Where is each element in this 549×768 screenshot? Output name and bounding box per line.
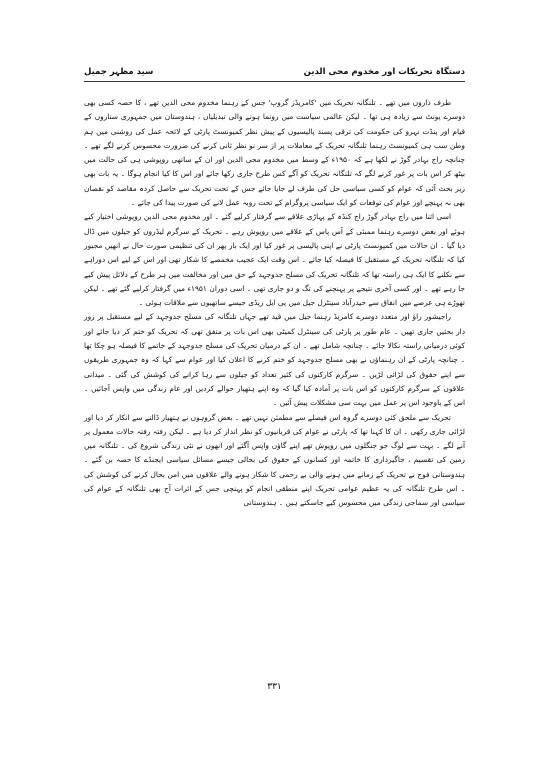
header-author: سید مظہر جمیل	[84, 66, 154, 77]
paragraph-3: راجیشور راؤ اور متعدد دوسرے کامریڈ رہنما جیل میں قید تھے جہاں تلنگانہ کی مسلح جدوجہد کے لیے مستقبل پر زور دار بحثیں جاری تھیں ۔ عام طور پر پارٹی کی سینٹرل کمیٹی بھی اس بات پر متفق تھی کہ تحریک کو ختم کر دیا جائے اور کوئی درمیانی راستہ نکالا جائے ۔ چنانچہ شامل تھے ۔ ان کے درمیان تحریک کی مسلح جدوجہد کے خاتمے کا فیصلہ ہو چکا تھا ۔ چنانچہ پارٹی کے ان رہنماؤں نے بھی مسلح جدوجہد کو ختم کرنے کا اعلان کیا اور عوام سے کہا کہ وہ جمہوری طریقوں سے اپنے حقوق کی لڑائی لڑیں ۔ سرگرم کارکنوں کی کثیر تعداد کو جیلوں سے رہا کرانے کی کوشش کی گئی ۔ میدانی علاقوں کے سرگرم کارکنوں کو اس بات پر آمادہ کیا گیا کہ وہ اپنے ہتھیار حوالے کردیں اور عام زندگی میں واپس آجائیں ۔ اس کے باوجود اس پر عمل میں بہت سی مشکلات پیش آئیں ۔	[84, 312, 465, 408]
header-rule	[84, 81, 465, 82]
body-text	[84, 96, 465, 511]
paragraph-1: طرف داروں میں تھے ۔ تلنگانہ تحریک میں 'کامریڈز گروپ' جس کے رہنما مخدوم محی الدین تھے ، کا حصہ کسی بھی دوسرے یونٹ سے زیادہ ہی تھا ۔ لیکن عالمی سیاست میں رونما ہونے والی تبدیلیاں ، ہندوستان میں جمہوری ستاروں کے قیام اور پنڈت نہرو کی حکومت کی ترقی پسند پالیسیوں کے پیش نظر کمیونسٹ پارٹی کے لائحہ عمل کی روشنی میں ہم وطن سب ہی کمیونسٹ رہنما تلنگانہ تحریک کے معاملات پر از سر نو نظر ثانی کرنے کی ضرورت محسوس کرنے لگے تھے ۔ چنانچہ راج بہادر گوڑ نے لکھا ہے کہ ۱۹۵۰ء کے وسط میں مخدوم محی الدین اور ان کے ساتھی روپوشی ہی کی حالت میں بیٹھ کر اس بات پر غور کرنے لگے کہ تلنگانہ تحریک کو آگے کس طرح جاری رکھا جائے اور اس کا کیا انجام ہوگا ۔ یہ بات بھی زیر بحث آئی کہ عوام کو کسی سیاسی حل کی طرف لے جایا جائے جس کے تحت تحریک سے حاصل کردہ مقاصد کو نقصان بھی نہ پہنچے اور عوام کی توقعات کو ایک سیاسی پروگرام کے تحت روبہ عمل لانے کی صورت پیدا کی جائے ۔	[84, 98, 465, 208]
header-title: دستگاہ تحریکات اور مخدوم محی الدین	[303, 66, 465, 77]
paragraph-4: تحریک سے ملحق کئی دوسرے گروہ اس فیصلے سے مطمئن نہیں تھے ۔ بعض گروہوں نے ہتھیار ڈالنے سے انکار کر دیا اور لڑائی جاری رکھی ۔ ان کا کہنا تھا کہ پارٹی نے عوام کی قربانیوں کو نظر انداز کر دیا ہے ۔ لیکن رفتہ رفتہ حالات معمول پر آنے لگے ۔ بہت سے لوگ جو جنگلوں میں روپوش تھے اپنے گاؤں واپس آگئے اور انھوں نے نئی زندگی شروع کی ۔ تلنگانہ میں زمین کی تقسیم ، جاگیرداری کا خاتمہ اور کسانوں کے حقوق کی بحالی جیسے مسائل سیاسی ایجنڈے کا حصہ بن گئے ۔ ہندوستانی فوج نے تحریک کے زمانے میں ہونے والی بے رحمی کا شکار ہونے والے علاقوں میں امن بحال کرنے کی کوشش کی ۔ اس طرح تلنگانہ کی یہ عظیم عوامی تحریک اپنے منطقی انجام کو پہنچی جس کے اثرات آج بھی تلنگانہ کے عوام کی سیاسی اور سماجی زندگی میں محسوس کیے جاسکتے ہیں ۔ ہندوستانی	[84, 412, 465, 508]
page-number: ۳۳۱	[267, 682, 282, 692]
paragraph-2: اسی اثنا میں راج بہادر گوڑ راج کنڈہ کے پہاڑی علاقے سے گرفتار کرلیے گئے ۔ اور مخدوم محی الدین روپوشی اختیار کیے ہوئے اور بعض دوسرے رہنما ممبئی کے آس پاس کے علاقے میں روپوش رہے ۔ تحریک کے سرگرم لیڈروں کو جیلوں میں ڈال دیا گیا ۔ ان حالات میں کمیونسٹ پارٹی نے اپنی پالیسی پر غور کیا اور ایک بار پھر ان کی تنظیمی صورت حال نے انھیں مجبور کیا کہ تلنگانہ تحریک کے مستقبل کا فیصلہ کیا جائے ۔ اس وقت ایک عجیب مخمصے کا شکار تھی اور اس کے لیے اس دوراہے سے نکلنے کا ایک ہی راستہ تھا کہ تلنگانہ تحریک کی مسلح جدوجہد کے حق میں اور مخالفت میں ہر طرح کے دلائل پیش کیے جا رہے تھے ۔ اور کسی آخری نتیجے پر پہنچنے کی تگ و دو جاری تھی ۔ اسی دوران ۱۹۵۱ء میں گرفتار کرلیے گئے تھے ۔ لیکن تھوڑے ہی عرصے میں انفاق سے حیدرآباد سینٹرل جیل میں پی ایل ریڈی جیسے ساتھیوں سے ملاقات ہوئی ۔	[84, 212, 465, 308]
running-header	[84, 64, 465, 78]
